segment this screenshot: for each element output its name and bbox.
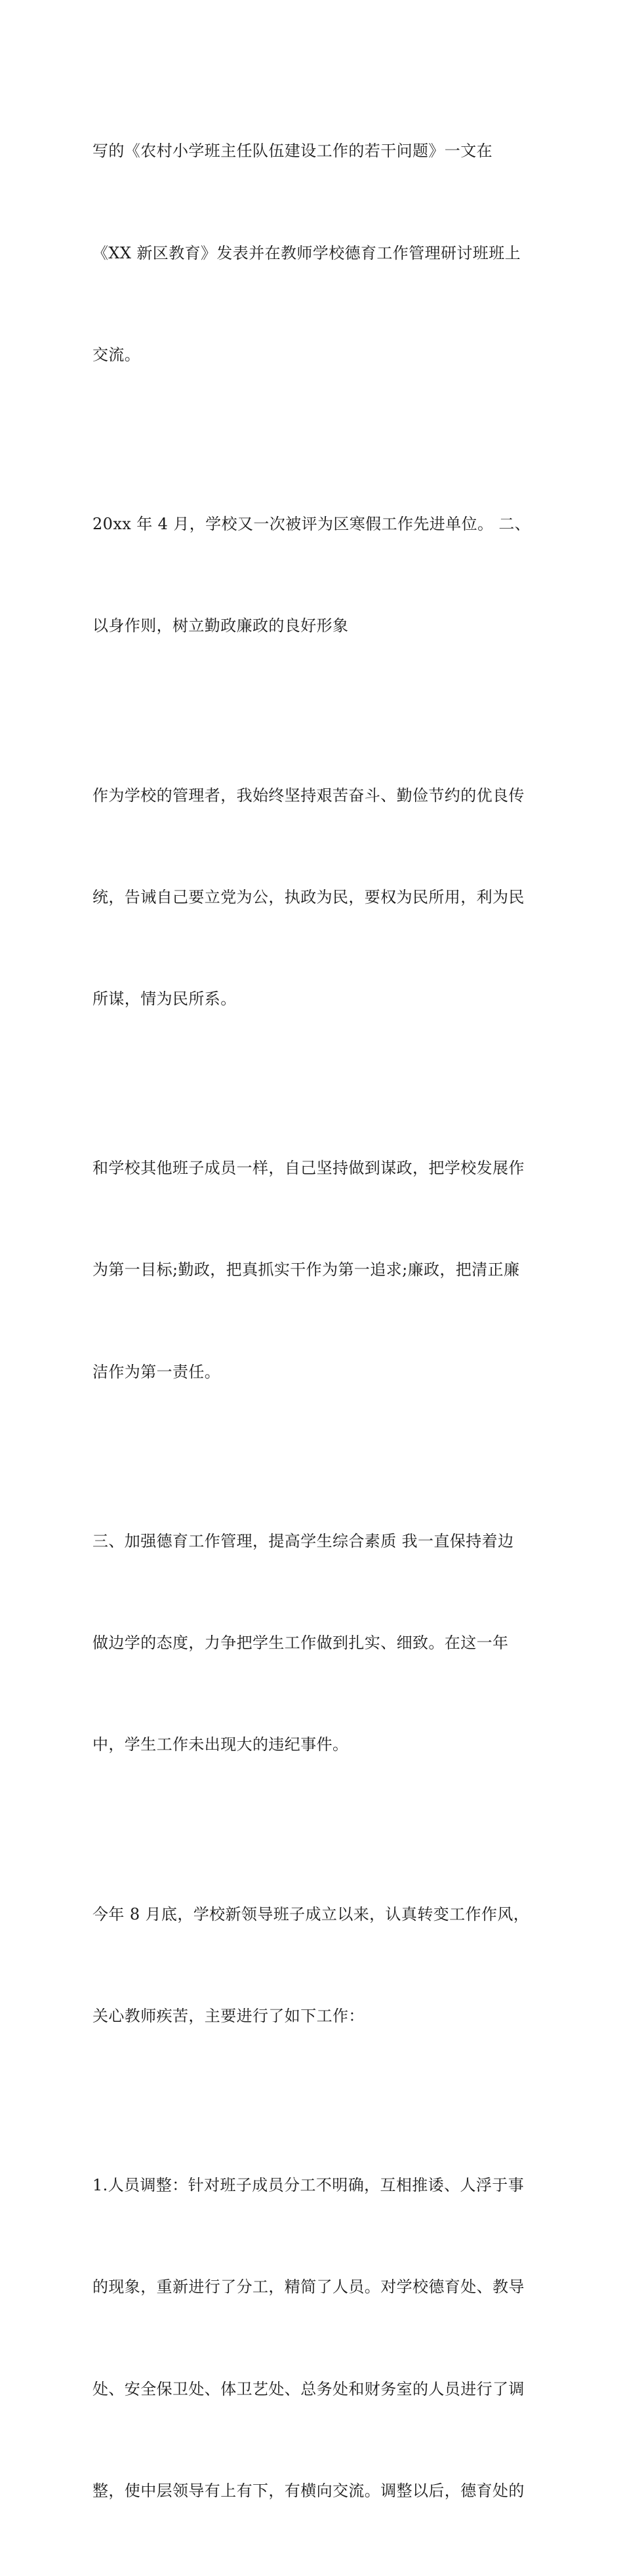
text-line: 中，学生工作未出现大的违纪事件。 (92, 1735, 349, 1754)
text-line: 所谋，情为民所系。 (92, 989, 237, 1008)
paragraph (92, 1830, 545, 2101)
text-line: 作为学校的管理者，我始终坚持艰苦奋斗、勤俭节约的优良传 (92, 786, 525, 805)
text-line: 关心教师疾苦，主要进行了如下工作： (92, 2006, 365, 2025)
paragraph (92, 711, 545, 1084)
section-heading-line: 以身作则，树立勤政廉政的良好形象 (92, 616, 349, 635)
text-line: 处、安全保卫处、体卫艺处、总务处和财务室的人员进行了调 (92, 2379, 525, 2398)
paragraph (92, 1084, 545, 1457)
paragraph (92, 2101, 545, 2576)
text-line: 统，告诫自己要立党为公，执政为民，要权为民所用，利为民 (92, 887, 525, 906)
text-line: 的现象，重新进行了分工，精简了人员。对学校德育处、教导 (92, 2278, 525, 2297)
text-line: 整，使中层领导有上有下，有横向交流。调整以后，德育处的 (92, 2481, 525, 2500)
text-line: 交流。 (92, 345, 141, 364)
list-item-line: 1.人员调整：针对班子成员分工不明确，互相推诿、人浮于事 (92, 2176, 525, 2195)
text-line: 20xx 年 4 月，学校又一次被评为区寒假工作先进单位。 二、 (92, 515, 531, 534)
paragraph (92, 67, 545, 440)
section-heading-line: 三、加强德育工作管理，提高学生综合素质 我一直保持着边 (92, 1532, 514, 1551)
text-line: 做边学的态度，力争把学生工作做到扎实、细致。在这一年 (92, 1634, 509, 1653)
text-line: 写的《农村小学班主任队伍建设工作的若干问题》一文在 (92, 142, 492, 161)
text-line: 为第一目标;勤政，把真抓实干作为第一追求;廉政，把清正廉 (92, 1260, 520, 1279)
paragraph (92, 440, 545, 712)
paragraph (92, 1457, 545, 1830)
text-line: 和学校其他班子成员一样，自己坚持做到谋政，把学校发展作 (92, 1159, 525, 1178)
text-line: 洁作为第一责任。 (92, 1362, 221, 1381)
text-line: 《XX 新区教育》发表并在教师学校德育工作管理研讨班班上 (92, 243, 521, 262)
text-line: 今年 8 月底，学校新领导班子成立以来，认真转变工作作风， (92, 1904, 530, 1923)
document-body (92, 67, 545, 2576)
